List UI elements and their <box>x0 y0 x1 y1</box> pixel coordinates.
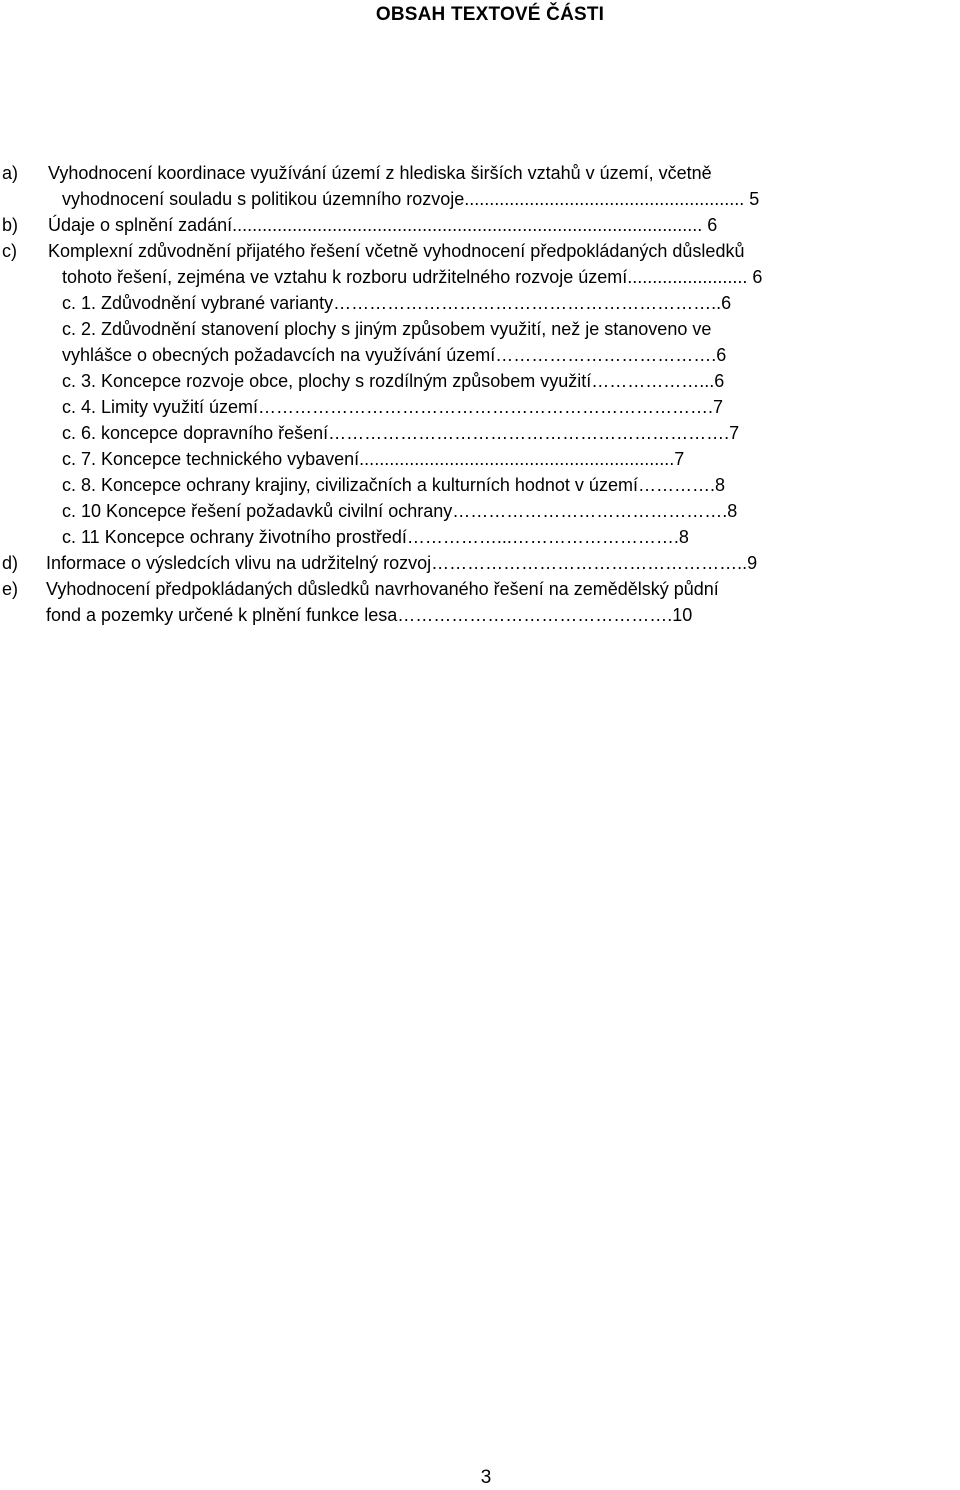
toc-entry-text: c. 3. Koncepce rozvoje obce, plochy s rozdílným způsobem využití………………...6 <box>62 371 725 391</box>
toc-entry-text: tohoto řešení, zejména ve vztahu k rozboru udržitelného rozvoje území........................ 6 <box>62 267 763 287</box>
toc-entry-text: c. 4. Limity využití území………………………………………………………………….7 <box>62 397 724 417</box>
toc-line[interactable] <box>0 316 960 342</box>
toc-entry-text: c. 8. Koncepce ochrany krajiny, civilizačních a kulturních hodnot v území………….8 <box>62 475 725 495</box>
toc-entry-text: vyhodnocení souladu s politikou územního rozvoje........................................................ 5 <box>62 189 760 209</box>
toc-entry-text: Údaje o splnění zadání.............................................................................................. 6 <box>48 215 718 235</box>
toc-line[interactable] <box>0 186 960 212</box>
toc-line[interactable] <box>0 368 960 394</box>
toc-line[interactable] <box>0 498 960 524</box>
toc-marker: d) <box>2 553 19 573</box>
toc-line[interactable] <box>0 550 960 576</box>
toc-entry-text: c. 6. koncepce dopravního řešení………………………………………………………….7 <box>62 423 740 443</box>
toc-line[interactable] <box>0 420 960 446</box>
toc-marker: c) <box>2 241 17 261</box>
toc-line[interactable] <box>0 394 960 420</box>
toc-entry-text: c. 11 Koncepce ochrany životního prostředí……………...……………………….8 <box>62 527 689 547</box>
toc-line[interactable] <box>0 264 960 290</box>
toc-entry-text: Vyhodnocení předpokládaných důsledků navrhovaného řešení na zemědělský půdní <box>46 579 719 599</box>
toc-line[interactable] <box>0 212 960 238</box>
toc-entry-text: c. 10 Koncepce řešení požadavků civilní ochrany……………………………………….8 <box>62 501 738 521</box>
toc-entry-text: Vyhodnocení koordinace využívání území z hlediska širších vztahů v území, včetně <box>48 163 712 183</box>
page-number: 3 <box>480 1467 492 1488</box>
toc-entry-text: fond a pozemky určené k plnění funkce lesa……………………………………….10 <box>46 605 693 625</box>
toc-entry-text: c. 1. Zdůvodnění vybrané varianty………………………………………………………..6 <box>62 293 732 313</box>
toc-entry-text: Komplexní zdůvodnění přijatého řešení včetně vyhodnocení předpokládaných důsledků <box>48 241 745 261</box>
toc-line[interactable] <box>0 602 960 628</box>
toc-entry-text: vyhlášce o obecných požadavcích na využívání území……………………………….6 <box>62 345 727 365</box>
toc-marker: e) <box>2 579 19 599</box>
toc-line[interactable] <box>0 238 960 264</box>
toc-line[interactable] <box>0 576 960 602</box>
table-of-contents <box>0 160 960 628</box>
toc-line[interactable] <box>0 446 960 472</box>
toc-line[interactable] <box>0 472 960 498</box>
toc-line[interactable] <box>0 524 960 550</box>
toc-entry-text: Informace o výsledcích vlivu na udržitelný rozvoj……………………………………………..9 <box>46 553 758 573</box>
toc-entry-text: c. 2. Zdůvodnění stanovení plochy s jiným způsobem využití, než je stanoveno ve <box>62 319 712 339</box>
toc-entry-text: c. 7. Koncepce technického vybavení...............................................................7 <box>62 449 685 469</box>
toc-line[interactable] <box>0 290 960 316</box>
page-title: OBSAH TEXTOVÉ ČÁSTI <box>375 4 605 25</box>
toc-line[interactable] <box>0 342 960 368</box>
toc-line[interactable] <box>0 160 960 186</box>
toc-marker: a) <box>2 163 19 183</box>
toc-marker: b) <box>2 215 19 235</box>
